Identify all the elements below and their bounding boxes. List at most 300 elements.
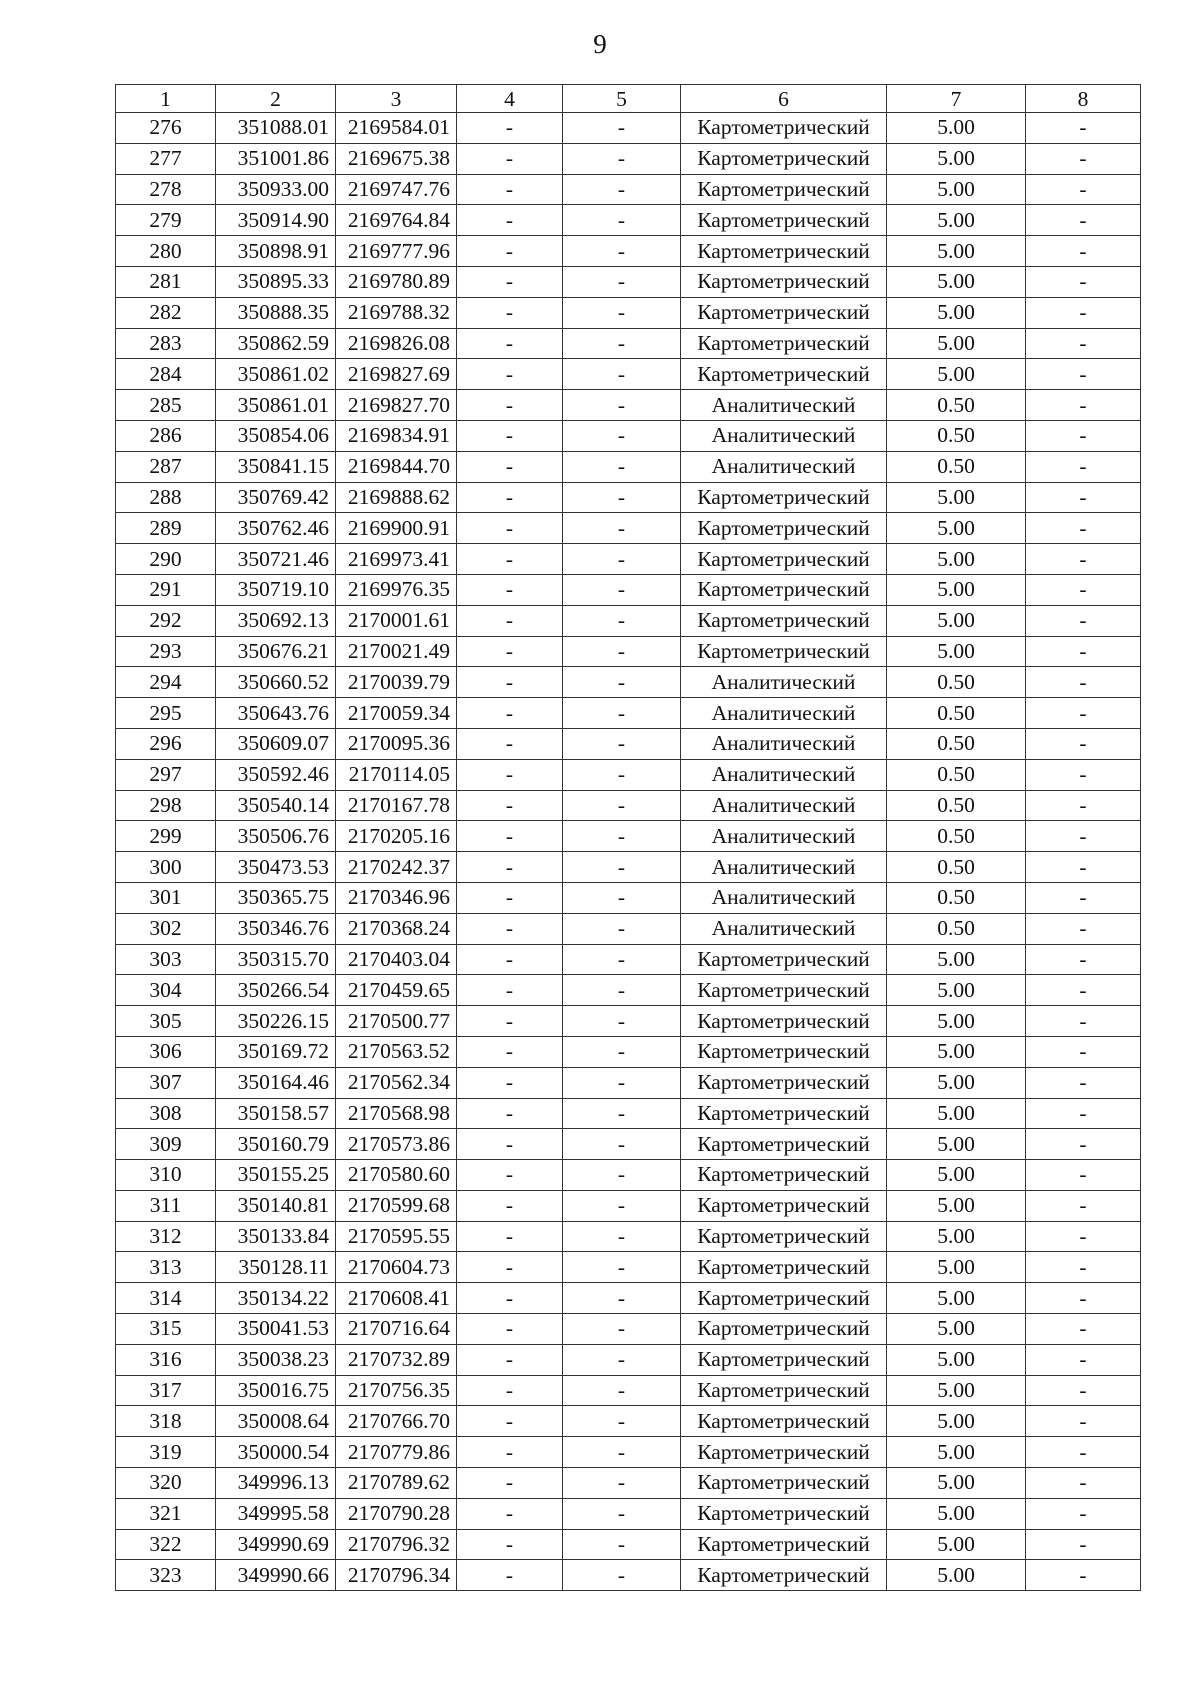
- table-row: [116, 913, 1141, 944]
- point-number-cell: 285: [116, 390, 216, 421]
- point-number-cell: 308: [116, 1098, 216, 1129]
- table-row: [116, 1129, 1141, 1160]
- column-5-cell: -: [563, 698, 681, 729]
- column-4-cell: -: [457, 1129, 563, 1160]
- accuracy-cell: 5.00: [887, 1375, 1026, 1406]
- x-coordinate-cell: 350134.22: [216, 1283, 336, 1314]
- point-number-cell: 323: [116, 1560, 216, 1591]
- column-8-cell: -: [1026, 605, 1141, 636]
- point-number-cell: 276: [116, 113, 216, 144]
- column-4-cell: -: [457, 574, 563, 605]
- table-row: [116, 944, 1141, 975]
- accuracy-cell: 0.50: [887, 913, 1026, 944]
- column-header-3: 3: [336, 85, 457, 113]
- column-8-cell: -: [1026, 113, 1141, 144]
- method-cell: Аналитический: [681, 451, 887, 482]
- table-row: [116, 667, 1141, 698]
- table-row: [116, 390, 1141, 421]
- column-4-cell: -: [457, 1406, 563, 1437]
- column-4-cell: -: [457, 451, 563, 482]
- point-number-cell: 290: [116, 544, 216, 575]
- method-cell: Картометрический: [681, 113, 887, 144]
- x-coordinate-cell: 350721.46: [216, 544, 336, 575]
- column-4-cell: -: [457, 266, 563, 297]
- column-5-cell: -: [563, 913, 681, 944]
- method-cell: Картометрический: [681, 1437, 887, 1468]
- x-coordinate-cell: 350660.52: [216, 667, 336, 698]
- accuracy-cell: 5.00: [887, 1468, 1026, 1499]
- method-cell: Картометрический: [681, 513, 887, 544]
- point-number-cell: 284: [116, 359, 216, 390]
- y-coordinate-cell: 2169780.89: [336, 266, 457, 297]
- x-coordinate-cell: 350041.53: [216, 1314, 336, 1345]
- point-number-cell: 304: [116, 975, 216, 1006]
- method-cell: Аналитический: [681, 420, 887, 451]
- column-8-cell: -: [1026, 1006, 1141, 1037]
- table-row: [116, 1190, 1141, 1221]
- column-5-cell: -: [563, 1252, 681, 1283]
- x-coordinate-cell: 350506.76: [216, 821, 336, 852]
- y-coordinate-cell: 2170599.68: [336, 1190, 457, 1221]
- column-5-cell: -: [563, 667, 681, 698]
- x-coordinate-cell: 350008.64: [216, 1406, 336, 1437]
- x-coordinate-cell: 350692.13: [216, 605, 336, 636]
- x-coordinate-cell: 350346.76: [216, 913, 336, 944]
- table-row: [116, 113, 1141, 144]
- point-number-cell: 299: [116, 821, 216, 852]
- accuracy-cell: 5.00: [887, 1406, 1026, 1437]
- column-8-cell: -: [1026, 1067, 1141, 1098]
- column-4-cell: -: [457, 1498, 563, 1529]
- method-cell: Аналитический: [681, 667, 887, 698]
- column-5-cell: -: [563, 605, 681, 636]
- y-coordinate-cell: 2170716.64: [336, 1314, 457, 1345]
- table-row: [116, 1529, 1141, 1560]
- point-number-cell: 297: [116, 759, 216, 790]
- method-cell: Картометрический: [681, 944, 887, 975]
- y-coordinate-cell: 2169888.62: [336, 482, 457, 513]
- accuracy-cell: 0.50: [887, 420, 1026, 451]
- column-4-cell: -: [457, 852, 563, 883]
- method-cell: Картометрический: [681, 1283, 887, 1314]
- table-body: [116, 113, 1141, 1591]
- accuracy-cell: 5.00: [887, 1283, 1026, 1314]
- column-5-cell: -: [563, 266, 681, 297]
- column-8-cell: -: [1026, 1375, 1141, 1406]
- table-row: [116, 759, 1141, 790]
- table-row: [116, 451, 1141, 482]
- accuracy-cell: 5.00: [887, 174, 1026, 205]
- column-5-cell: -: [563, 821, 681, 852]
- accuracy-cell: 5.00: [887, 513, 1026, 544]
- x-coordinate-cell: 351001.86: [216, 143, 336, 174]
- table-row: [116, 174, 1141, 205]
- y-coordinate-cell: 2170595.55: [336, 1221, 457, 1252]
- method-cell: Картометрический: [681, 1498, 887, 1529]
- accuracy-cell: 5.00: [887, 1344, 1026, 1375]
- column-5-cell: -: [563, 390, 681, 421]
- x-coordinate-cell: 350365.75: [216, 882, 336, 913]
- table-row: [116, 882, 1141, 913]
- y-coordinate-cell: 2169973.41: [336, 544, 457, 575]
- column-4-cell: -: [457, 1375, 563, 1406]
- column-8-cell: -: [1026, 1437, 1141, 1468]
- method-cell: Картометрический: [681, 1314, 887, 1345]
- method-cell: Картометрический: [681, 236, 887, 267]
- accuracy-cell: 5.00: [887, 1252, 1026, 1283]
- point-number-cell: 321: [116, 1498, 216, 1529]
- point-number-cell: 315: [116, 1314, 216, 1345]
- method-cell: Картометрический: [681, 1375, 887, 1406]
- column-4-cell: -: [457, 1252, 563, 1283]
- column-8-cell: -: [1026, 790, 1141, 821]
- column-4-cell: -: [457, 882, 563, 913]
- column-4-cell: -: [457, 1036, 563, 1067]
- accuracy-cell: 5.00: [887, 1036, 1026, 1067]
- x-coordinate-cell: 350769.42: [216, 482, 336, 513]
- column-5-cell: -: [563, 975, 681, 1006]
- column-8-cell: -: [1026, 328, 1141, 359]
- method-cell: Картометрический: [681, 174, 887, 205]
- table-row: [116, 420, 1141, 451]
- point-number-cell: 280: [116, 236, 216, 267]
- y-coordinate-cell: 2170059.34: [336, 698, 457, 729]
- table-row: [116, 1006, 1141, 1037]
- table-row: [116, 605, 1141, 636]
- column-5-cell: -: [563, 174, 681, 205]
- column-5-cell: -: [563, 1437, 681, 1468]
- x-coordinate-cell: 349996.13: [216, 1468, 336, 1499]
- column-4-cell: -: [457, 944, 563, 975]
- column-4-cell: -: [457, 1160, 563, 1191]
- point-number-cell: 306: [116, 1036, 216, 1067]
- accuracy-cell: 0.50: [887, 759, 1026, 790]
- column-5-cell: -: [563, 359, 681, 390]
- table-row: [116, 790, 1141, 821]
- method-cell: Картометрический: [681, 1067, 887, 1098]
- column-8-cell: -: [1026, 1036, 1141, 1067]
- x-coordinate-cell: 350676.21: [216, 636, 336, 667]
- method-cell: Картометрический: [681, 636, 887, 667]
- point-number-cell: 291: [116, 574, 216, 605]
- column-4-cell: -: [457, 913, 563, 944]
- method-cell: Аналитический: [681, 852, 887, 883]
- column-4-cell: -: [457, 1221, 563, 1252]
- table-row: [116, 359, 1141, 390]
- x-coordinate-cell: 350854.06: [216, 420, 336, 451]
- point-number-cell: 288: [116, 482, 216, 513]
- method-cell: Картометрический: [681, 574, 887, 605]
- column-5-cell: -: [563, 574, 681, 605]
- column-8-cell: -: [1026, 1468, 1141, 1499]
- point-number-cell: 286: [116, 420, 216, 451]
- column-5-cell: -: [563, 143, 681, 174]
- method-cell: Картометрический: [681, 1468, 887, 1499]
- column-5-cell: -: [563, 790, 681, 821]
- point-number-cell: 301: [116, 882, 216, 913]
- column-4-cell: -: [457, 698, 563, 729]
- method-cell: Картометрический: [681, 1344, 887, 1375]
- column-4-cell: -: [457, 1006, 563, 1037]
- x-coordinate-cell: 350038.23: [216, 1344, 336, 1375]
- x-coordinate-cell: 350762.46: [216, 513, 336, 544]
- point-number-cell: 303: [116, 944, 216, 975]
- column-8-cell: -: [1026, 574, 1141, 605]
- table-row: [116, 266, 1141, 297]
- y-coordinate-cell: 2169675.38: [336, 143, 457, 174]
- method-cell: Картометрический: [681, 328, 887, 359]
- point-number-cell: 281: [116, 266, 216, 297]
- table-row: [116, 236, 1141, 267]
- column-8-cell: -: [1026, 1529, 1141, 1560]
- column-8-cell: -: [1026, 728, 1141, 759]
- column-header-5: 5: [563, 85, 681, 113]
- column-8-cell: -: [1026, 1252, 1141, 1283]
- point-number-cell: 317: [116, 1375, 216, 1406]
- column-header-7: 7: [887, 85, 1026, 113]
- column-8-cell: -: [1026, 451, 1141, 482]
- y-coordinate-cell: 2170459.65: [336, 975, 457, 1006]
- method-cell: Картометрический: [681, 1036, 887, 1067]
- point-number-cell: 289: [116, 513, 216, 544]
- column-8-cell: -: [1026, 975, 1141, 1006]
- method-cell: Аналитический: [681, 913, 887, 944]
- point-number-cell: 313: [116, 1252, 216, 1283]
- point-number-cell: 295: [116, 698, 216, 729]
- method-cell: Картометрический: [681, 297, 887, 328]
- point-number-cell: 305: [116, 1006, 216, 1037]
- method-cell: Картометрический: [681, 1252, 887, 1283]
- column-4-cell: -: [457, 420, 563, 451]
- point-number-cell: 314: [116, 1283, 216, 1314]
- table-row: [116, 1036, 1141, 1067]
- accuracy-cell: 5.00: [887, 328, 1026, 359]
- column-5-cell: -: [563, 1129, 681, 1160]
- accuracy-cell: 5.00: [887, 266, 1026, 297]
- accuracy-cell: 5.00: [887, 143, 1026, 174]
- column-header-8: 8: [1026, 85, 1141, 113]
- point-number-cell: 322: [116, 1529, 216, 1560]
- column-header-4: 4: [457, 85, 563, 113]
- column-5-cell: -: [563, 328, 681, 359]
- column-5-cell: -: [563, 420, 681, 451]
- method-cell: Аналитический: [681, 390, 887, 421]
- point-number-cell: 312: [116, 1221, 216, 1252]
- column-5-cell: -: [563, 882, 681, 913]
- column-8-cell: -: [1026, 1498, 1141, 1529]
- point-number-cell: 302: [116, 913, 216, 944]
- table-row: [116, 1067, 1141, 1098]
- y-coordinate-cell: 2169788.32: [336, 297, 457, 328]
- table-row: [116, 1375, 1141, 1406]
- method-cell: Картометрический: [681, 1560, 887, 1591]
- column-8-cell: -: [1026, 944, 1141, 975]
- x-coordinate-cell: 350169.72: [216, 1036, 336, 1067]
- accuracy-cell: 0.50: [887, 667, 1026, 698]
- table-row: [116, 205, 1141, 236]
- method-cell: Картометрический: [681, 266, 887, 297]
- x-coordinate-cell: 350540.14: [216, 790, 336, 821]
- column-4-cell: -: [457, 1468, 563, 1499]
- column-4-cell: -: [457, 1344, 563, 1375]
- accuracy-cell: 0.50: [887, 821, 1026, 852]
- y-coordinate-cell: 2169747.76: [336, 174, 457, 205]
- accuracy-cell: 5.00: [887, 1067, 1026, 1098]
- y-coordinate-cell: 2170368.24: [336, 913, 457, 944]
- point-number-cell: 282: [116, 297, 216, 328]
- column-8-cell: -: [1026, 1129, 1141, 1160]
- method-cell: Картометрический: [681, 1190, 887, 1221]
- method-cell: Аналитический: [681, 728, 887, 759]
- method-cell: Аналитический: [681, 821, 887, 852]
- x-coordinate-cell: 350841.15: [216, 451, 336, 482]
- y-coordinate-cell: 2169827.69: [336, 359, 457, 390]
- column-8-cell: -: [1026, 1314, 1141, 1345]
- column-5-cell: -: [563, 1314, 681, 1345]
- method-cell: Аналитический: [681, 790, 887, 821]
- y-coordinate-cell: 2170500.77: [336, 1006, 457, 1037]
- y-coordinate-cell: 2170346.96: [336, 882, 457, 913]
- method-cell: Аналитический: [681, 882, 887, 913]
- column-header-6: 6: [681, 85, 887, 113]
- column-5-cell: -: [563, 205, 681, 236]
- column-4-cell: -: [457, 390, 563, 421]
- column-5-cell: -: [563, 1529, 681, 1560]
- column-4-cell: -: [457, 667, 563, 698]
- x-coordinate-cell: 350226.15: [216, 1006, 336, 1037]
- method-cell: Картометрический: [681, 143, 887, 174]
- point-number-cell: 310: [116, 1160, 216, 1191]
- table-row: [116, 1283, 1141, 1314]
- method-cell: Картометрический: [681, 605, 887, 636]
- x-coordinate-cell: 350719.10: [216, 574, 336, 605]
- column-8-cell: -: [1026, 390, 1141, 421]
- y-coordinate-cell: 2170568.98: [336, 1098, 457, 1129]
- column-5-cell: -: [563, 1006, 681, 1037]
- column-5-cell: -: [563, 1344, 681, 1375]
- y-coordinate-cell: 2170608.41: [336, 1283, 457, 1314]
- x-coordinate-cell: 350933.00: [216, 174, 336, 205]
- x-coordinate-cell: 350473.53: [216, 852, 336, 883]
- point-number-cell: 319: [116, 1437, 216, 1468]
- method-cell: Картометрический: [681, 359, 887, 390]
- x-coordinate-cell: 350158.57: [216, 1098, 336, 1129]
- table-row: [116, 1221, 1141, 1252]
- y-coordinate-cell: 2170563.52: [336, 1036, 457, 1067]
- column-4-cell: -: [457, 297, 563, 328]
- column-4-cell: -: [457, 236, 563, 267]
- y-coordinate-cell: 2170242.37: [336, 852, 457, 883]
- column-8-cell: -: [1026, 266, 1141, 297]
- x-coordinate-cell: 350164.46: [216, 1067, 336, 1098]
- x-coordinate-cell: 350895.33: [216, 266, 336, 297]
- column-5-cell: -: [563, 113, 681, 144]
- accuracy-cell: 5.00: [887, 1314, 1026, 1345]
- column-4-cell: -: [457, 1098, 563, 1129]
- x-coordinate-cell: 349995.58: [216, 1498, 336, 1529]
- point-number-cell: 300: [116, 852, 216, 883]
- column-5-cell: -: [563, 728, 681, 759]
- table-row: [116, 1252, 1141, 1283]
- column-8-cell: -: [1026, 420, 1141, 451]
- column-5-cell: -: [563, 1406, 681, 1437]
- accuracy-cell: 5.00: [887, 1221, 1026, 1252]
- y-coordinate-cell: 2169900.91: [336, 513, 457, 544]
- column-4-cell: -: [457, 821, 563, 852]
- y-coordinate-cell: 2169827.70: [336, 390, 457, 421]
- column-5-cell: -: [563, 759, 681, 790]
- y-coordinate-cell: 2170021.49: [336, 636, 457, 667]
- y-coordinate-cell: 2170789.62: [336, 1468, 457, 1499]
- column-8-cell: -: [1026, 1190, 1141, 1221]
- point-number-cell: 307: [116, 1067, 216, 1098]
- y-coordinate-cell: 2170732.89: [336, 1344, 457, 1375]
- accuracy-cell: 5.00: [887, 1098, 1026, 1129]
- column-5-cell: -: [563, 1468, 681, 1499]
- column-8-cell: -: [1026, 1344, 1141, 1375]
- y-coordinate-cell: 2170756.35: [336, 1375, 457, 1406]
- method-cell: Картометрический: [681, 975, 887, 1006]
- column-5-cell: -: [563, 1560, 681, 1591]
- accuracy-cell: 5.00: [887, 944, 1026, 975]
- y-coordinate-cell: 2170167.78: [336, 790, 457, 821]
- column-4-cell: -: [457, 113, 563, 144]
- table-row: [116, 1098, 1141, 1129]
- column-5-cell: -: [563, 482, 681, 513]
- y-coordinate-cell: 2169764.84: [336, 205, 457, 236]
- column-4-cell: -: [457, 1067, 563, 1098]
- accuracy-cell: 5.00: [887, 205, 1026, 236]
- x-coordinate-cell: 350592.46: [216, 759, 336, 790]
- y-coordinate-cell: 2170001.61: [336, 605, 457, 636]
- column-4-cell: -: [457, 636, 563, 667]
- column-5-cell: -: [563, 1067, 681, 1098]
- accuracy-cell: 5.00: [887, 1190, 1026, 1221]
- x-coordinate-cell: 350133.84: [216, 1221, 336, 1252]
- column-5-cell: -: [563, 1498, 681, 1529]
- column-5-cell: -: [563, 513, 681, 544]
- column-4-cell: -: [457, 1437, 563, 1468]
- y-coordinate-cell: 2170573.86: [336, 1129, 457, 1160]
- x-coordinate-cell: 350140.81: [216, 1190, 336, 1221]
- table-row: [116, 821, 1141, 852]
- point-number-cell: 311: [116, 1190, 216, 1221]
- y-coordinate-cell: 2169777.96: [336, 236, 457, 267]
- x-coordinate-cell: 350862.59: [216, 328, 336, 359]
- accuracy-cell: 0.50: [887, 852, 1026, 883]
- column-8-cell: -: [1026, 1406, 1141, 1437]
- accuracy-cell: 5.00: [887, 1498, 1026, 1529]
- y-coordinate-cell: 2169584.01: [336, 113, 457, 144]
- column-8-cell: -: [1026, 205, 1141, 236]
- accuracy-cell: 5.00: [887, 574, 1026, 605]
- table-row: [116, 513, 1141, 544]
- column-8-cell: -: [1026, 359, 1141, 390]
- method-cell: Картометрический: [681, 482, 887, 513]
- table-row: [116, 574, 1141, 605]
- method-cell: Картометрический: [681, 1098, 887, 1129]
- method-cell: Картометрический: [681, 1129, 887, 1160]
- point-number-cell: 277: [116, 143, 216, 174]
- accuracy-cell: 5.00: [887, 1437, 1026, 1468]
- x-coordinate-cell: 350016.75: [216, 1375, 336, 1406]
- column-8-cell: -: [1026, 482, 1141, 513]
- column-4-cell: -: [457, 544, 563, 575]
- accuracy-cell: 5.00: [887, 1160, 1026, 1191]
- y-coordinate-cell: 2170790.28: [336, 1498, 457, 1529]
- x-coordinate-cell: 351088.01: [216, 113, 336, 144]
- column-4-cell: -: [457, 1190, 563, 1221]
